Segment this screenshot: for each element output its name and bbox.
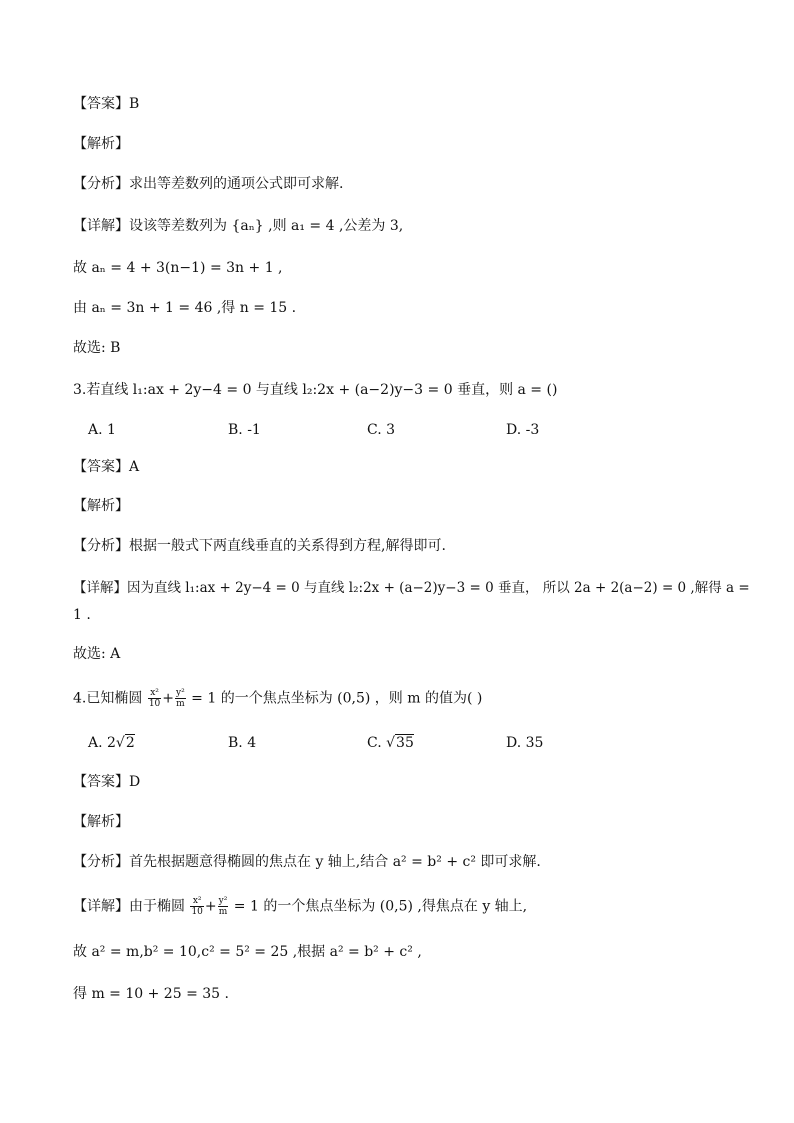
fraction-y2-m: $\frac{\text{y²}}{m}$ bbox=[218, 896, 228, 917]
q4-option-a: A. 2√2 bbox=[88, 735, 135, 751]
detail-text: 【详解】设该等差数列为 {aₙ} ,则 a₁ = 4 ,公差为 3, bbox=[73, 218, 404, 234]
analysis-text: 【分析】求出等差数列的通项公式即可求解. bbox=[73, 176, 344, 192]
analysis-label: 【解析】 bbox=[73, 136, 129, 152]
answer-label: 【答案】D bbox=[73, 774, 141, 790]
question-3: 3.若直线 l₁:ax + 2y−4 = 0 与直线 l₂:2x + (a−2)y−3 = 0 垂直，则 a = () bbox=[73, 382, 558, 398]
fraction-y2-m: $\frac{\text{y²}}{m}$ bbox=[176, 688, 185, 709]
fraction-x2-10: $\frac{\text{x²}}{10}$ bbox=[148, 688, 161, 709]
q3-option-a: A. 1 bbox=[88, 422, 116, 438]
question-4: 4.已知椭圆 $\frac{\text{x²}}{10}$ + $\frac{\text{y²}}{m}$ = 1 的一个焦点坐标为 (0,5) ，则 m 的值为( ) bbox=[73, 688, 483, 709]
analysis-label: 【解析】 bbox=[73, 498, 129, 514]
choice-conclusion: 故选: B bbox=[73, 340, 121, 356]
q4-option-d: D. 35 bbox=[506, 735, 544, 751]
solution-step: 由 aₙ = 3n + 1 = 46 ,得 n = 15 . bbox=[73, 300, 297, 316]
analysis-label: 【解析】 bbox=[73, 814, 129, 830]
q3-option-c: C. 3 bbox=[367, 422, 396, 438]
fraction-x2-10: $\frac{\text{x²}}{10}$ bbox=[191, 896, 203, 917]
detail-text: 【详解】由于椭圆 $\frac{\text{x²}}{10}$ + $\frac{\text{y²}}{m}$ = 1 的一个焦点坐标为 (0,5) ,得焦点在 y 轴上, bbox=[73, 896, 528, 917]
q3-option-b: B. -1 bbox=[228, 422, 261, 438]
analysis-text: 【分析】根据一般式下两直线垂直的关系得到方程,解得即可. bbox=[73, 538, 446, 554]
analysis-text: 【分析】首先根据题意得椭圆的焦点在 y 轴上,结合 a² = b² + c² 即可求解. bbox=[73, 854, 541, 870]
answer-label: 【答案】A bbox=[73, 459, 140, 475]
solution-step: 故 aₙ = 4 + 3(n−1) = 3n + 1 , bbox=[73, 260, 283, 276]
question-4-suffix: = 1 的一个焦点坐标为 (0,5) ，则 m 的值为( ) bbox=[191, 690, 483, 707]
choice-conclusion: 故选: A bbox=[73, 646, 121, 662]
q4-option-b: B. 4 bbox=[228, 735, 257, 751]
solution-step: 得 m = 10 + 25 = 35 . bbox=[73, 986, 229, 1002]
solution-step: 故 a² = m,b² = 10,c² = 5² = 25 ,根据 a² = b² + c² , bbox=[73, 944, 422, 960]
q4-option-c: C. √35 bbox=[367, 735, 414, 751]
detail-text: 【详解】因为直线 l₁:ax + 2y−4 = 0 与直线 l₂:2x + (a−2)y−3 = 0 垂直， 所以 2a + 2(a−2) = 0 ,解得 a = bbox=[73, 580, 750, 596]
answer-label: 【答案】B bbox=[73, 96, 140, 112]
detail-text-cont: 1 . bbox=[73, 607, 91, 623]
q3-option-d: D. -3 bbox=[506, 422, 540, 438]
question-4-prefix: 4.已知椭圆 bbox=[73, 690, 143, 707]
